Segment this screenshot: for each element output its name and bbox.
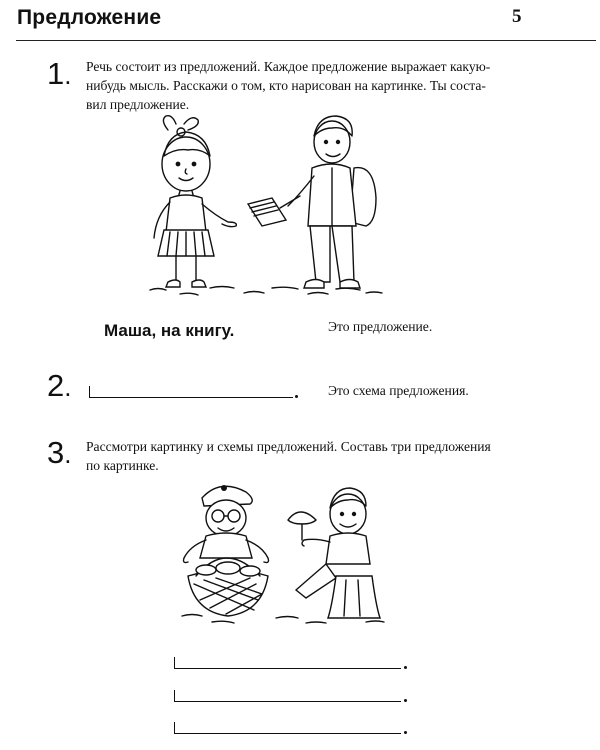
task-3-line-2: по картинке.	[86, 458, 159, 473]
task-1-line-1: Речь состоит из предложений. Каждое предложение выражает какую-	[86, 59, 491, 74]
answer-scheme-3[interactable]	[174, 722, 401, 734]
task-1-text	[86, 57, 490, 114]
task-1-line-2: нибудь мысль. Расскажи о том, кто нарисован на картинке. Ты соста-	[86, 78, 486, 93]
example-sentence: Маша, на книгу.	[104, 321, 235, 340]
page-title: Предложение	[17, 6, 162, 29]
girl-figure	[154, 116, 236, 287]
answer-scheme-2[interactable]	[174, 690, 401, 702]
book-drawing	[248, 196, 300, 226]
task-3-line-1: Рассмотри картинку и схемы предложений. Составь три предложения	[86, 439, 491, 454]
boy-with-mushroom	[288, 488, 380, 618]
illustration-girl-boy-book	[140, 112, 400, 302]
task-1-line-3: вил предложение.	[86, 97, 190, 112]
task-2-caption: Это схема предложения.	[328, 383, 469, 398]
task-3-text	[86, 437, 491, 475]
task-2-number: 2.	[47, 368, 72, 403]
answer-scheme-1-dot	[404, 666, 407, 669]
task-1-number: 1.	[47, 56, 72, 91]
answer-scheme-2-dot	[404, 699, 407, 702]
header-rule	[16, 40, 596, 41]
sentence-scheme-dot	[295, 395, 298, 398]
answer-scheme-3-dot	[404, 731, 407, 734]
task-1-caption: Это предложение.	[328, 319, 433, 334]
task-3-number: 3.	[47, 435, 72, 470]
boy-figure	[288, 116, 376, 288]
sentence-scheme	[89, 386, 293, 398]
illustration-boys-mushrooms	[176, 480, 396, 630]
boy-with-basket	[184, 485, 269, 616]
page-number: 5	[512, 6, 522, 27]
answer-scheme-1[interactable]	[174, 657, 401, 669]
